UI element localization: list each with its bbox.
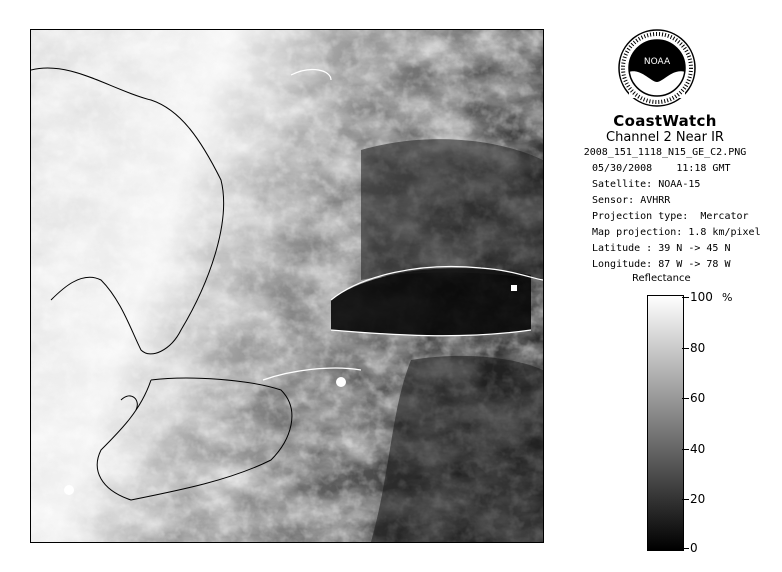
date-time xyxy=(592,163,782,174)
satellite-image xyxy=(30,29,544,543)
colorbar-tick xyxy=(682,499,689,500)
colorbar-tick-label: 100 xyxy=(690,290,713,304)
colorbar-tick xyxy=(682,398,689,399)
meta-satellite: Satellite: NOAA-15 xyxy=(592,179,701,190)
colorbar-tick-label: 40 xyxy=(690,442,706,456)
file-name: 2008_151_1118_N15_GE_C2.PNG xyxy=(583,147,747,158)
noaa-logo-icon xyxy=(617,28,697,108)
colorbar-tick-label: 60 xyxy=(690,391,706,405)
colorbar xyxy=(647,295,684,551)
colorbar-tick-label: 20 xyxy=(690,492,706,506)
colorbar-tick-label: 0 xyxy=(690,541,698,555)
meta-longitude: Longitude: 87 W -> 78 W xyxy=(592,259,731,270)
meta-sensor: Sensor: AVHRR xyxy=(592,195,671,206)
meta-projection-type: Projection type: Mercator xyxy=(592,211,749,222)
colorbar-tick-label: 80 xyxy=(690,341,706,355)
colorbar-tick xyxy=(682,348,689,349)
noaa-logo xyxy=(617,28,697,108)
logo-text: NOAA xyxy=(643,57,671,67)
date: 05/30/2008 xyxy=(592,163,653,174)
meta-map-projection: Map projection: 1.8 km/pixel xyxy=(592,227,761,238)
meta-latitude: Latitude : 39 N -> 45 N xyxy=(592,243,731,254)
colorbar-label: Reflectance xyxy=(632,273,691,284)
colorbar-tick xyxy=(682,297,689,298)
brand-title: CoastWatch xyxy=(613,112,717,130)
channel-title: Channel 2 Near IR xyxy=(606,130,724,145)
time: 11:18 GMT xyxy=(676,163,731,174)
colorbar-tick xyxy=(682,548,689,549)
colorbar-tick xyxy=(682,449,689,450)
colorbar-unit: % xyxy=(722,291,733,304)
